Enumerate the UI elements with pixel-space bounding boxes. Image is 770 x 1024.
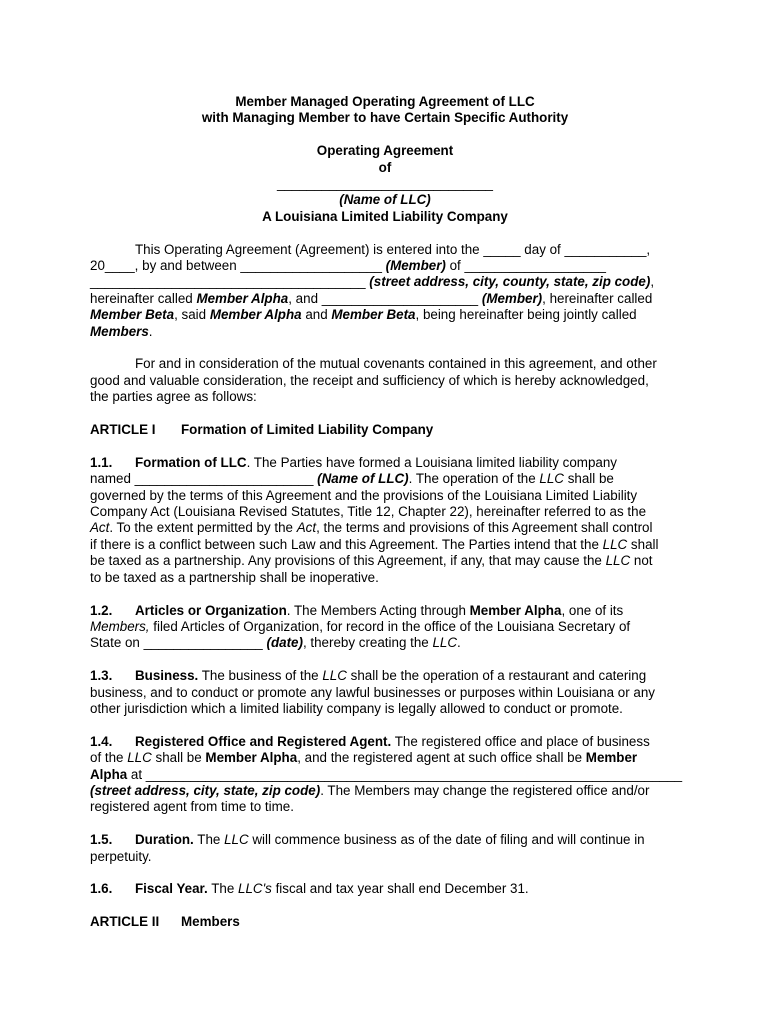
section-1-1: 1.1. Formation of LLC. The Parties have formed a Louisiana limited liability company named ________________________ (Name of LLC). The operation of the LLC shall be governed by the terms of this Agreement and the provisions of the Louisiana Limited Liability Company Act (Louisiana Revised Statutes, Title 12, Chapter 22), hereinafter referred to as the Act. To the extent permitted by the Act, the terms and provisions of this Agreement shall control if there is a conflict between such Law and this Agreement. The Parties intend that the LLC shall be taxed as a partnership. Any provisions of this Agreement, if any, that may cause the LLC not to be taxed as a partnership shall be inoperative.: [90, 454, 659, 585]
llc-name-blank: _____________________________: [277, 176, 493, 192]
title-line-2: with Managing Member to have Certain Specific Authority: [201, 110, 569, 126]
section-1-5: 1.5. Duration. The LLC will commence business as of the date of filing and will continue in perpetuity.: [90, 832, 645, 864]
intro-line: Member Beta, said Member Alpha and Member Beta, being hereinafter being jointly called: [90, 307, 637, 323]
intro-line: 20____, by and between ___________________ (Member) of ___________________: [90, 258, 606, 274]
section-1-4: 1.4. Registered Office and Registered Agent. The registered office and place of business of the LLC shall be Member Alpha, and the registered agent at such office shall be Member Alpha at ________________________________________________________________________ (street address, city, state, zip code). The Members may change the registered office and/or registered agent from time to time.: [90, 733, 683, 815]
section-1-2: 1.2. Articles or Organization. The Members Acting through Member Alpha, one of its Members, filed Articles of Organization, for record in the office of the Louisiana Secretary of State on ________________ (date), thereby creating the LLC.: [90, 602, 631, 651]
intro-line: _____________________________________ (street address, city, county, state, zip code),: [90, 274, 655, 290]
document-body: [90, 94, 683, 931]
llc-name-placeholder: (Name of LLC): [339, 192, 431, 208]
subtitle-of: of: [378, 159, 392, 175]
section-1-6: 1.6. Fiscal Year. The LLC's fiscal and tax year shall end December 31.: [90, 881, 529, 897]
intro-line: This Operating Agreement (Agreement) is entered into the _____ day of ___________,: [135, 241, 651, 257]
title-line-1: Member Managed Operating Agreement of LLC: [235, 94, 535, 109]
article-2-heading: ARTICLE II Members: [90, 914, 240, 930]
consideration-line: the parties agree as follows:: [90, 389, 257, 405]
consideration-line: For and in consideration of the mutual covenants contained in this agreement, and other: [135, 356, 657, 372]
company-type: A Louisiana Limited Liability Company: [262, 208, 508, 224]
article-1-heading: ARTICLE I Formation of Limited Liability Company: [90, 422, 434, 438]
intro-line: Members.: [90, 323, 153, 339]
document-header: [90, 94, 680, 225]
subtitle: Operating Agreement: [316, 143, 454, 159]
intro-paragraph: [90, 242, 680, 340]
section-1-3: 1.3. Business. The business of the LLC shall be the operation of a restaurant and catering business, and to conduct or promote any lawful businesses or purposes within Louisiana or any other jurisdiction which a limited liability company is legally allowed to conduct or promote.: [90, 668, 655, 716]
intro-line: hereinafter called Member Alpha, and _____________________ (Member), hereinafter called: [90, 290, 653, 306]
consideration-paragraph: [90, 356, 680, 405]
consideration-line: good and valuable consideration, the receipt and sufficiency of which is hereby acknowledged,: [90, 372, 649, 388]
